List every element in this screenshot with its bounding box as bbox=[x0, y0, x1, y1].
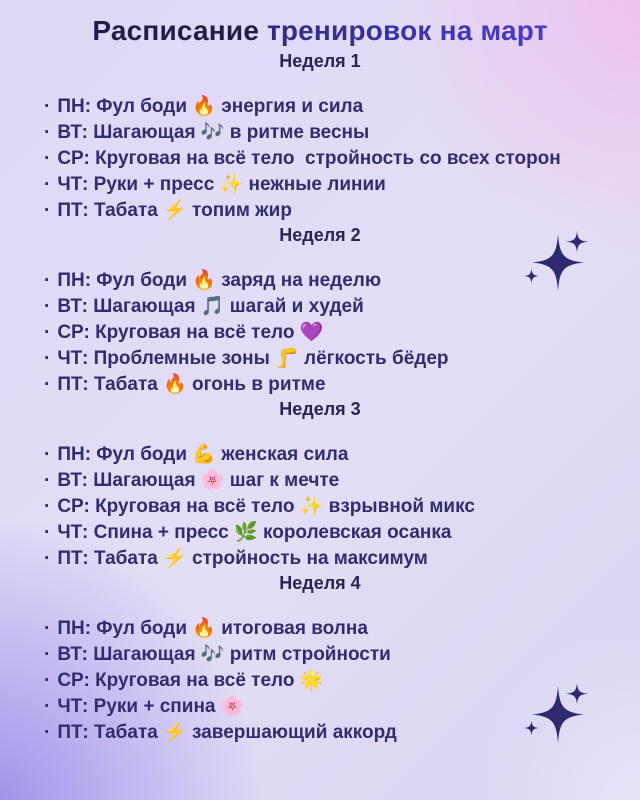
week-heading: Неделя 1 bbox=[279, 51, 361, 71]
item-text: ПН: Фул боди 🔥 итоговая волна bbox=[57, 618, 368, 639]
schedule-item bbox=[0, 520, 640, 546]
week-heading: Неделя 2 bbox=[279, 225, 361, 245]
bullet: · bbox=[44, 670, 51, 691]
bullet: · bbox=[44, 374, 51, 395]
bullet: · bbox=[44, 644, 51, 665]
schedule-item bbox=[0, 94, 640, 120]
item-text: ПТ: Табата ⚡ стройность на максимум bbox=[57, 548, 428, 569]
bullet: · bbox=[44, 522, 51, 543]
item-text: ВТ: Шагающая 🎶 ритм стройности bbox=[57, 644, 391, 665]
week-items bbox=[0, 268, 640, 398]
schedule-item bbox=[0, 668, 640, 694]
schedule-item bbox=[0, 146, 640, 172]
item-text: ПТ: Табата 🔥 огонь в ритме bbox=[57, 374, 326, 395]
schedule-item bbox=[0, 546, 640, 572]
schedule-item bbox=[0, 294, 640, 320]
week-items bbox=[0, 616, 640, 746]
title-part-dark: Расписание bbox=[92, 15, 260, 46]
schedule-item bbox=[0, 442, 640, 468]
schedule-weeks bbox=[0, 50, 640, 746]
schedule-item bbox=[0, 268, 640, 294]
bullet: · bbox=[44, 322, 51, 343]
bullet: · bbox=[44, 122, 51, 143]
item-text: ПН: Фул боди 💪 женская сила bbox=[57, 444, 349, 465]
item-text: СР: Круговая на всё тело стройность со всех сторон bbox=[57, 148, 561, 169]
item-text: ПН: Фул боди 🔥 энергия и сила bbox=[57, 96, 364, 117]
schedule-item bbox=[0, 494, 640, 520]
item-text: ЧТ: Проблемные зоны 🦵 лёгкость бёдер bbox=[57, 348, 449, 369]
schedule-item bbox=[0, 468, 640, 494]
item-text: ВТ: Шагающая 🎶 в ритме весны bbox=[57, 122, 370, 143]
schedule-item bbox=[0, 694, 640, 720]
bullet: · bbox=[44, 722, 51, 743]
bullet: · bbox=[44, 296, 51, 317]
item-text: ЧТ: Руки + пресс ✨ нежные линии bbox=[57, 174, 386, 195]
bullet: · bbox=[44, 496, 51, 517]
bullet: · bbox=[44, 148, 51, 169]
week-heading: Неделя 4 bbox=[279, 573, 361, 593]
schedule-item bbox=[0, 346, 640, 372]
schedule-item bbox=[0, 198, 640, 224]
bullet: · bbox=[44, 200, 51, 221]
schedule-item bbox=[0, 372, 640, 398]
item-text: ВТ: Шагающая 🎵 шагай и худей bbox=[57, 296, 364, 317]
bullet: · bbox=[44, 96, 51, 117]
item-text: СР: Круговая на всё тело 🌟 bbox=[57, 670, 324, 691]
item-text: ЧТ: Спина + пресс 🌿 королевская осанка bbox=[57, 522, 452, 543]
bullet: · bbox=[44, 174, 51, 195]
week-items bbox=[0, 94, 640, 224]
item-text: ПТ: Табата ⚡ топим жир bbox=[57, 200, 292, 221]
schedule-item bbox=[0, 720, 640, 746]
schedule-item bbox=[0, 120, 640, 146]
item-text: ЧТ: Руки + спина 🌸 bbox=[57, 696, 245, 717]
week-heading: Неделя 3 bbox=[279, 399, 361, 419]
title-part-accent: тренировок на март bbox=[266, 15, 548, 46]
bullet: · bbox=[44, 270, 51, 291]
bullet: · bbox=[44, 618, 51, 639]
schedule-item bbox=[0, 616, 640, 642]
bullet: · bbox=[44, 470, 51, 491]
item-text: ВТ: Шагающая 🌸 шаг к мечте bbox=[57, 470, 340, 491]
page-title bbox=[0, 12, 640, 50]
item-text: СР: Круговая на всё тело 💜 bbox=[57, 322, 324, 343]
item-text: ПТ: Табата ⚡ завершающий аккорд bbox=[57, 722, 397, 743]
bullet: · bbox=[44, 696, 51, 717]
item-text: ПН: Фул боди 🔥 заряд на неделю bbox=[57, 270, 382, 291]
schedule-item bbox=[0, 642, 640, 668]
bullet: · bbox=[44, 348, 51, 369]
item-text: СР: Круговая на всё тело ✨ взрывной микс bbox=[57, 496, 475, 517]
bullet: · bbox=[44, 548, 51, 569]
week-items bbox=[0, 442, 640, 572]
bullet: · bbox=[44, 444, 51, 465]
schedule-item bbox=[0, 320, 640, 346]
schedule-item bbox=[0, 172, 640, 198]
